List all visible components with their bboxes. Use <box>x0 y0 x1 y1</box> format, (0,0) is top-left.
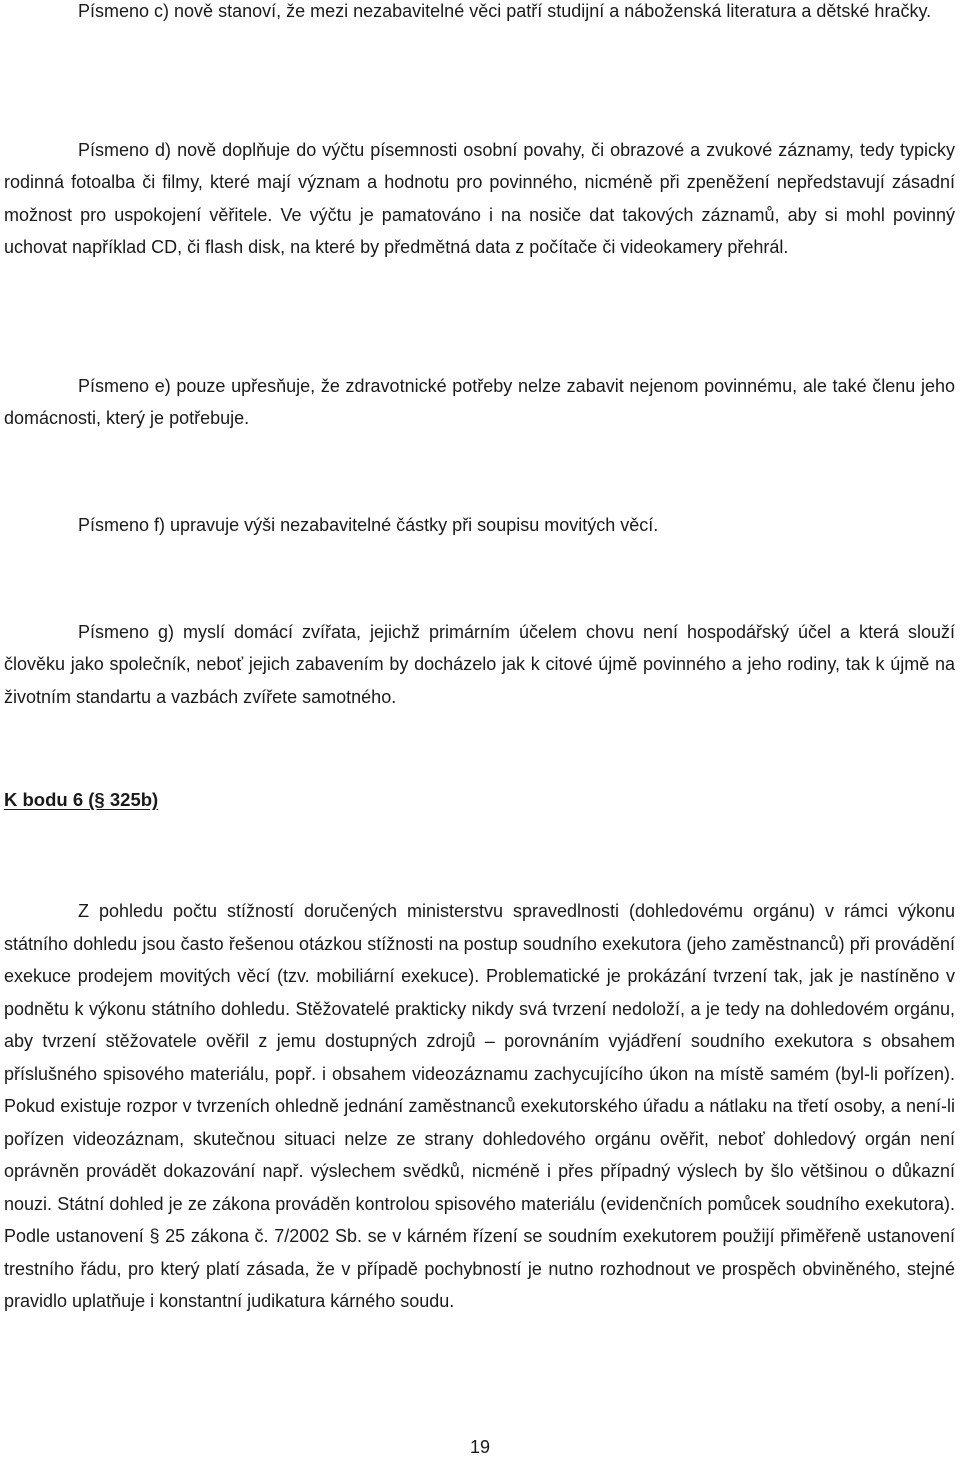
section-heading: K bodu 6 (§ 325b) <box>4 789 159 810</box>
paragraph-pismeno-e: Písmeno e) pouze upřesňuje, že zdravotnické potřeby nelze zabavit nejenom povinnému, ale také členu jeho domácnosti, který je potřebuje. <box>4 376 955 429</box>
paragraph-pismeno-c: Písmeno c) nově stanoví, že mezi nezabavitelné věci patří studijní a náboženská literatura a dětské hračky. <box>78 1 932 21</box>
paragraph-pismeno-f: Písmeno f) upravuje výši nezabavitelné částky při soupisu movitých věcí. <box>78 515 659 535</box>
page-number: 19 <box>469 1437 491 1457</box>
paragraph-body: Z pohledu počtu stížností doručených ministerstvu spravedlnosti (dohledovému orgánu) v rámci výkonu státního dohledu jsou často řešenou otázkou stížnosti na postup soudního exekutora (jeho zaměstnanců) při provádění exekuce prodejem movitých věcí (tzv. mobiliární exekuce). Problematické je prokázání tvrzení tak, jak je nastíněno v podnětu k výkonu státního dohledu. Stěžovatelé prakticky nikdy svá tvrzení nedoloží, a je tedy na dohledovém orgánu, aby tvrzení stěžovatele ověřil z jemu dostupných zdrojů – porovnáním vyjádření soudního exekutora s obsahem příslušného spisového materiálu, popř. i obsahem videozáznamu zachycujícího úkon na místě samém (byl-li pořízen). Pokud existuje rozpor v tvrzeních ohledně jednání zaměstnanců exekutorského úřadu a nátlaku na třetí osoby, a není-li pořízen videozáznam, skutečnou situaci nelze ze strany dohledového orgánu ověřit, neboť dohledový orgán není oprávněn provádět dokazování např. výslechem svědků, nicméně i přes případný výslech by šlo většinou o důkazní nouzi. Státní dohled je ze zákona prováděn kontrolou spisového materiálu (evidenčních pomůcek soudního exekutora). Podle ustanovení § 25 zákona č. 7/2002 Sb. se v kárném řízení se soudním exekutorem použijí přiměřeně ustanovení trestního řádu, pro který platí zásada, že v případě pochybností je nutno rozhodnout ve prospěch obviněného, stejné pravidlo uplatňuje i konstantní judikatura kárného soudu. <box>4 901 955 1311</box>
paragraph-pismeno-g: Písmeno g) myslí domácí zvířata, jejichž primárním účelem chovu není hospodářský účel a která slouží člověku jako společník, neboť jejich zabavením by docházelo jak k citové újmě povinného a jeho rodiny, tak k újmě na životním standartu a vazbách zvířete samotného. <box>4 622 955 707</box>
paragraph-pismeno-d: Písmeno d) nově doplňuje do výčtu písemnosti osobní povahy, či obrazové a zvukové záznamy, tedy typicky rodinná fotoalba či filmy, které mají význam a hodnotu pro povinného, nicméně při zpeněžení nepředstavují zásadní možnost pro uspokojení věřitele. Ve výčtu je pamatováno i na nosiče dat takových záznamů, aby si mohl povinný uchovat například CD, či flash disk, na které by předmětná data z počítače či videokamery přehrál. <box>4 140 955 258</box>
